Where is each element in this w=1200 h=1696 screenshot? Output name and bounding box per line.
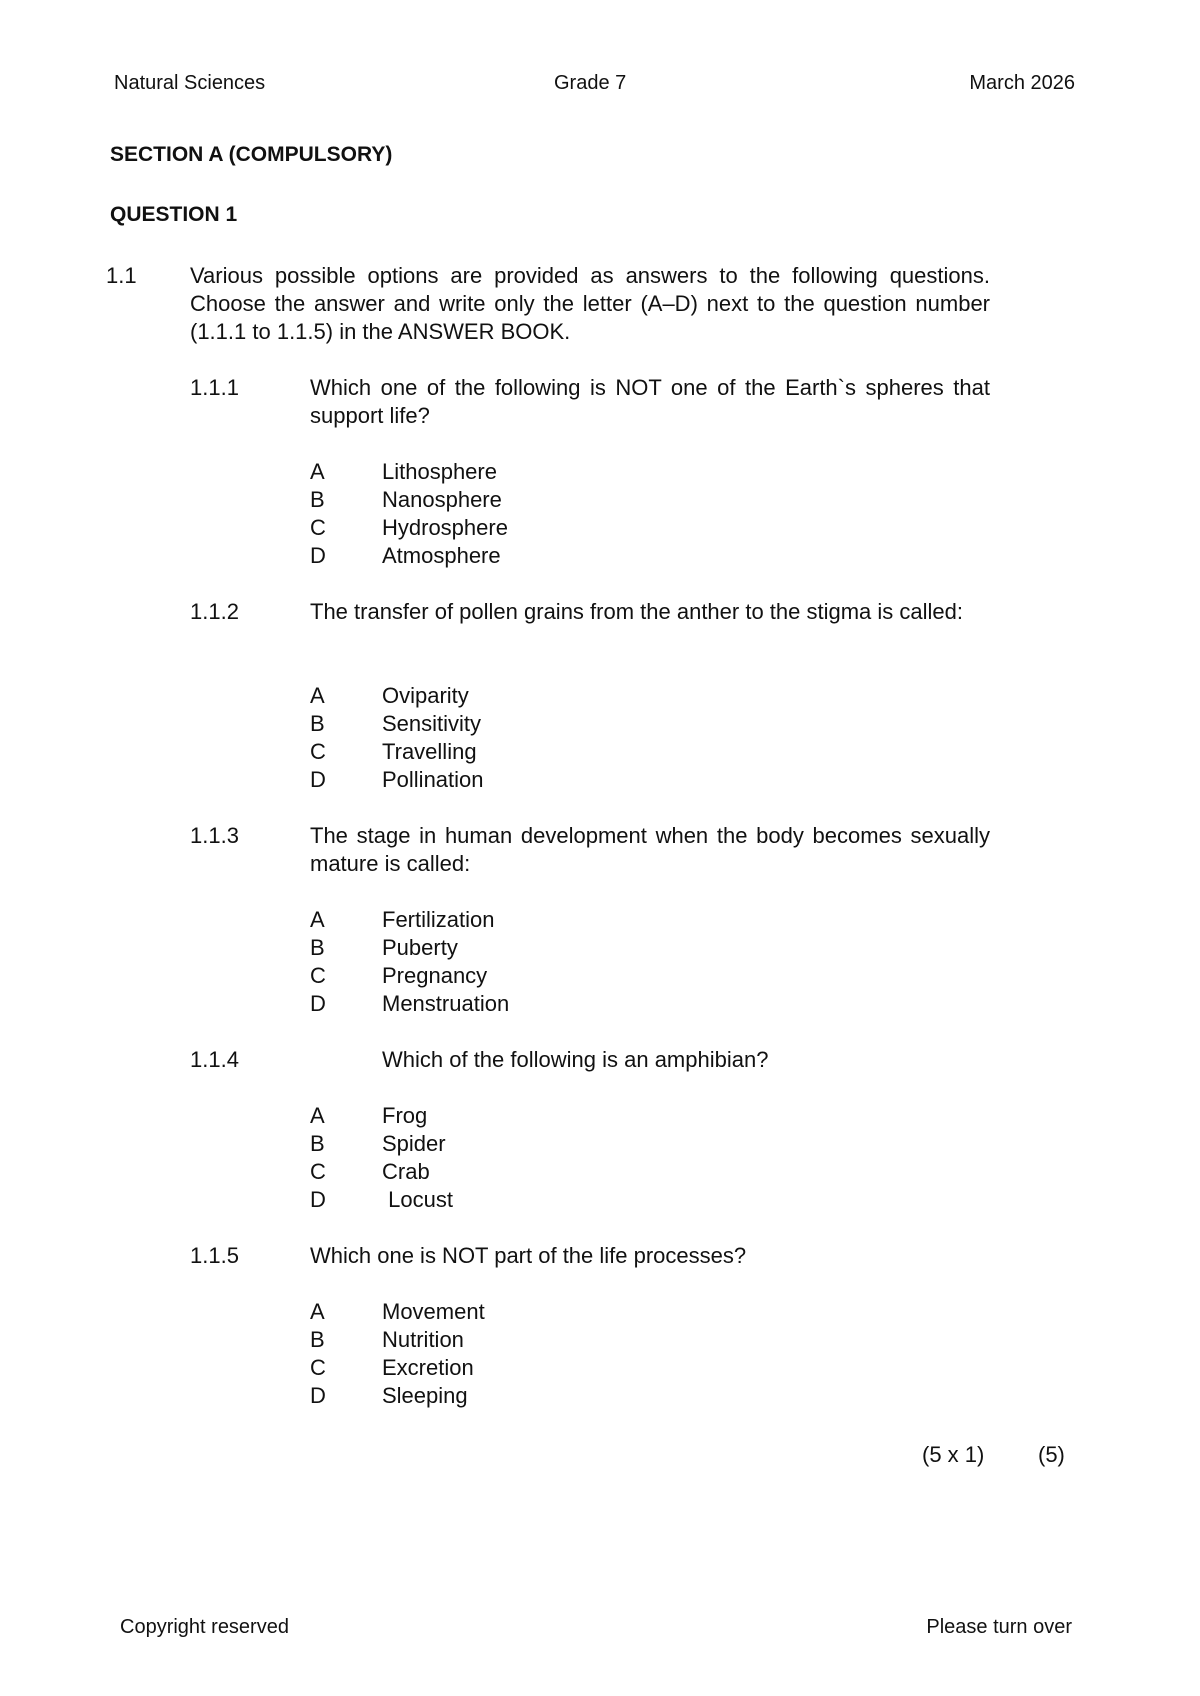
option-text: Locust [382,1187,453,1212]
option-text: Nutrition [382,1327,464,1352]
option-text: Hydrosphere [382,515,508,540]
option-item [310,458,508,486]
option-item [310,1186,453,1214]
option-text: Lithosphere [382,459,497,484]
option-text: Nanosphere [382,487,502,512]
option-text: Travelling [382,739,477,764]
option-text: Sleeping [382,1383,468,1408]
footer-turn-over: Please turn over [926,1616,1072,1638]
option-item [310,1130,453,1158]
option-text: Oviparity [382,683,469,708]
option-letter: C [310,963,326,988]
option-letter: D [310,991,326,1016]
option-text: Movement [382,1299,485,1324]
option-item [310,1354,485,1382]
question-number: 1.1.1 [190,375,239,400]
option-item [310,1298,485,1326]
option-item [310,766,484,794]
option-item [310,906,509,934]
option-text: Sensitivity [382,711,482,736]
option-list [310,1102,453,1214]
option-text: Excretion [382,1355,474,1380]
option-item [310,710,484,738]
option-letter: B [310,711,325,736]
option-item [310,962,509,990]
option-letter: D [310,543,326,568]
option-item [310,1326,485,1354]
marks-breakdown: (5 x 1) [922,1442,985,1467]
option-letter: B [310,935,325,960]
option-item [310,1102,453,1130]
option-item [310,514,508,542]
option-list [310,458,508,570]
option-letter: A [310,459,325,484]
option-item [310,682,484,710]
option-text: Fertilization [382,907,495,932]
option-text: Atmosphere [382,543,501,568]
question-number: 1.1.4 [190,1047,239,1072]
option-letter: C [310,1159,326,1184]
question-number: 1.1.5 [190,1243,239,1268]
option-text: Menstruation [382,991,510,1016]
option-letter: B [310,487,325,512]
option-letter: D [310,1187,326,1212]
question-text: Which one is NOT part of the life processes? [310,1243,747,1268]
option-text: Crab [382,1159,430,1184]
option-item [310,990,509,1018]
option-item [310,1158,453,1186]
instruction-number: 1.1 [106,263,137,288]
option-text: Pregnancy [382,963,488,988]
option-letter: C [310,739,326,764]
question-text: Which of the following is an amphibian? [382,1047,769,1072]
option-item [310,1382,485,1410]
marks-total: (5) [1038,1442,1065,1467]
question-number: 1.1.2 [190,599,239,624]
option-item [310,934,509,962]
option-item [310,738,484,766]
option-letter: A [310,1299,325,1324]
option-list [310,906,509,1018]
option-letter: D [310,767,326,792]
option-letter: A [310,683,325,708]
option-letter: A [310,1103,325,1128]
instruction-text: Various possible options are provided as answers to the following questions. Choose the answer and write only the letter (A–D) next to the question number (1.1.1 to 1.1.5) in the ANSWER BOOK. [190,263,990,344]
header-grade: Grade 7 [554,72,627,94]
header-date: March 2026 [969,72,1075,94]
option-text: Pollination [382,767,484,792]
option-item [310,542,508,570]
option-text: Spider [382,1131,446,1156]
option-text: Puberty [382,935,458,960]
question-text: The transfer of pollen grains from the anther to the stigma is called: [310,599,963,624]
option-list [310,1298,485,1410]
option-letter: B [310,1327,325,1352]
option-letter: D [310,1383,326,1408]
option-list [310,682,484,794]
section-title: SECTION A (COMPULSORY) [110,143,393,166]
option-letter: C [310,1355,326,1380]
option-letter: A [310,907,325,932]
option-letter: C [310,515,326,540]
question-text: The stage in human development when the body becomes sexually mature is called: [310,823,990,876]
question-text: Which one of the following is NOT one of the Earth`s spheres that support life? [310,375,990,428]
option-item [310,486,508,514]
option-letter: B [310,1131,325,1156]
option-text: Frog [382,1103,428,1128]
footer-copyright: Copyright reserved [120,1616,289,1638]
question-title: QUESTION 1 [110,203,238,226]
header-subject: Natural Sciences [114,72,266,94]
question-number: 1.1.3 [190,823,239,848]
